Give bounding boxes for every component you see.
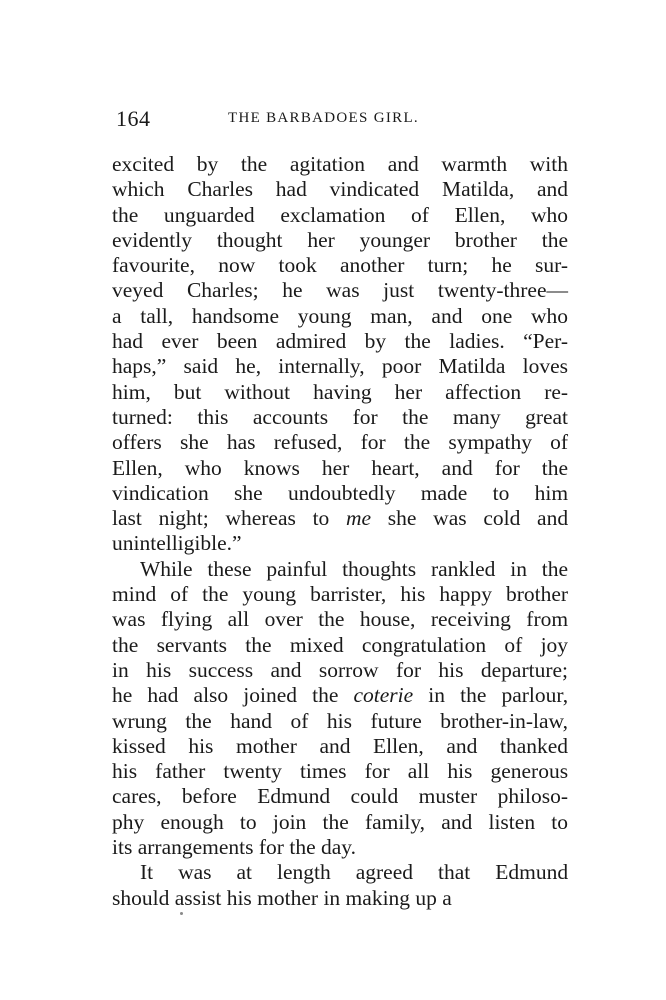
text-line: turned: this accounts for the many great <box>112 404 569 429</box>
text-line: veyed Charles; he was just twenty-three— <box>112 278 569 303</box>
text-line: its arrangements for the day. <box>112 835 357 860</box>
text-line: him, but without having her affection re- <box>112 379 569 404</box>
text-line: had ever been admired by the ladies. “Per- <box>112 329 569 354</box>
text-line: was flying all over the house, receiving from <box>112 607 569 632</box>
text-line: favourite, now took another turn; he sur- <box>112 253 569 278</box>
text-line: vindication she undoubtedly made to him <box>112 480 569 505</box>
text-line: While these painful thoughts rankled in the <box>140 556 569 581</box>
text-line: the servants the mixed congratulation of joy <box>112 632 569 657</box>
paragraph <box>112 152 568 557</box>
text-line: It was at length agreed that Edmund <box>140 860 569 885</box>
text-line: his father twenty times for all his generous <box>112 759 569 784</box>
paragraph <box>112 860 568 911</box>
text-line: he had also joined the coterie in the parlour, <box>112 683 569 708</box>
text-line: in his success and sorrow for his departure; <box>112 657 569 682</box>
running-title: THE BARBADOES GIRL. <box>228 110 419 126</box>
paragraph <box>112 557 568 861</box>
text-line: mind of the young barrister, his happy brother <box>112 582 569 607</box>
text-line: a tall, handsome young man, and one who <box>112 303 568 328</box>
body-text <box>112 152 568 911</box>
text-line: offers she has refused, for the sympathy of <box>112 430 569 455</box>
text-line: phy enough to join the family, and listen to <box>112 809 568 834</box>
text-line: excited by the agitation and warmth with <box>112 152 568 176</box>
text-line: evidently thought her younger brother the <box>112 227 569 252</box>
text-line: which Charles had vindicated Matilda, and <box>112 177 569 202</box>
page-header <box>108 106 568 136</box>
text-line: the unguarded exclamation of Ellen, who <box>112 202 569 227</box>
page-number: 164 <box>116 106 151 131</box>
text-line: Ellen, who knows her heart, and for the <box>112 455 569 480</box>
text-line: last night; whereas to me she was cold and <box>112 506 569 531</box>
text-line: unintelligible.” <box>112 531 242 556</box>
text-line: should assist his mother in making up a <box>112 885 452 910</box>
paper-speck <box>180 912 183 915</box>
text-line: haps,” said he, internally, poor Matilda loves <box>112 354 569 379</box>
text-line: kissed his mother and Ellen, and thanked <box>112 733 569 758</box>
text-line: cares, before Edmund could muster philoso- <box>112 784 569 809</box>
text-line: wrung the hand of his future brother-in-law, <box>112 708 569 733</box>
